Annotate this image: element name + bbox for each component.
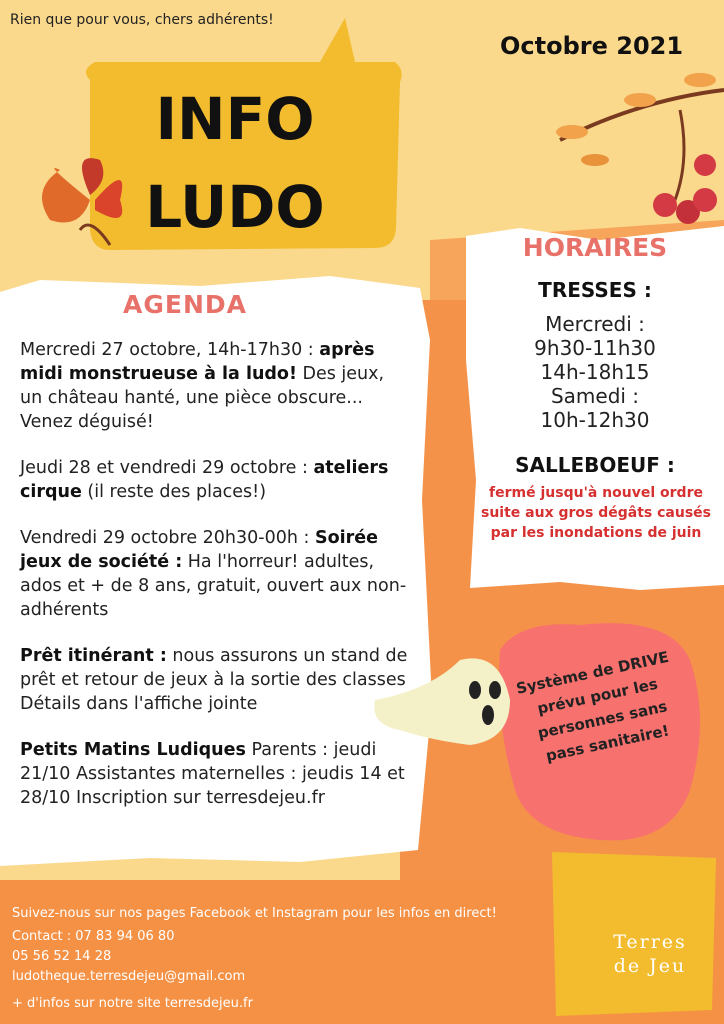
tresses-hours: Mercredi : 9h30-11h30 14h-18h15 Samedi : 10h-12h30 (534, 312, 656, 432)
agenda-title: AGENDA (123, 290, 247, 319)
follow-text: Suivez-nous sur nos pages Facebook et Instagram pour les infos en direct! (12, 906, 497, 921)
issue-date: Octobre 2021 (500, 32, 684, 60)
agenda-item: Mercredi 27 octobre, 14h-17h30 : après midi monstrueuse à la ludo! Des jeux, un château hanté, une pièce obscure... Venez déguisé! (20, 340, 385, 432)
agenda-list (20, 338, 410, 832)
contact-email[interactable]: ludotheque.terresdejeu@gmail.com (12, 969, 246, 984)
horaires-title: HORAIRES (522, 233, 668, 262)
agenda-item: Vendredi 29 octobre 20h30-00h : Soirée jeux de société : Ha l'horreur! adultes, ados et + de 8 ans, gratuit, ouvert aux non-adhérents (20, 528, 407, 620)
berries-branch-icon (556, 73, 724, 224)
agenda-item: Jeudi 28 et vendredi 29 octobre : ateliers cirque (il reste des places!) (20, 458, 389, 502)
agenda-item: Prêt itinérant : nous assurons un stand de prêt et retour de jeux à la sortie des classes Détails dans l'affiche jointe (20, 646, 408, 714)
poster-title (80, 75, 390, 251)
contact-phone: Contact : 07 83 94 06 80 (12, 929, 175, 944)
agenda-item: Petits Matins Ludiques Parents : jeudi 21/10 Assistantes maternelles : jeudis 14 et 28/10 Inscription sur terresdejeu.fr (20, 740, 405, 808)
title-line-1: INFO (155, 85, 315, 153)
salleboeuf-note: fermé jusqu'à nouvel ordre suite aux gros dégâts causés par les inondations de juin (481, 485, 711, 541)
salleboeuf-label: SALLEBOEUF : (515, 453, 675, 477)
title-line-2: LUDO (145, 173, 325, 241)
website-text[interactable]: + d'infos sur notre site terresdejeu.fr (12, 996, 253, 1011)
terres-de-jeu-logo: Terres de Jeu (613, 931, 687, 977)
tresses-label: TRESSES : (538, 278, 652, 302)
tagline: Rien que pour vous, chers adhérents! (10, 12, 274, 28)
drive-note: Système de DRIVE prévu pour les personnes sans pass sanitaire! (514, 647, 671, 766)
contact-phone-2: 05 56 52 14 28 (12, 949, 112, 964)
